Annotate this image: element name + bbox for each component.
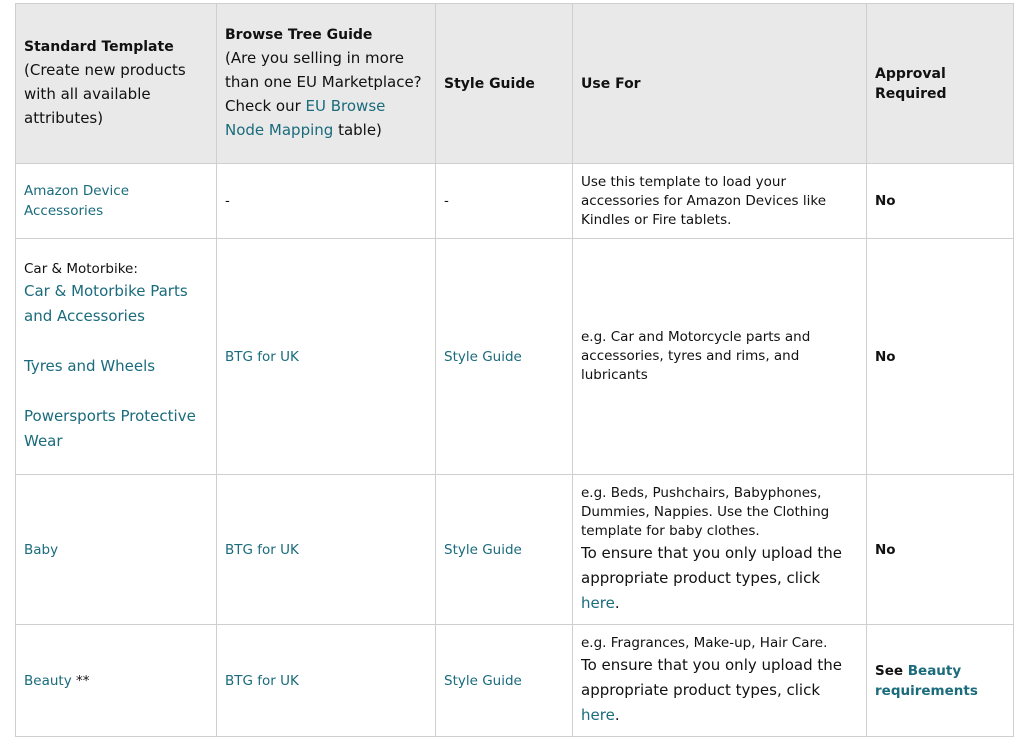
header-approval-required: Approval Required [867,4,1014,164]
approval-cell: See Beauty requirements [867,625,1014,737]
header-style-guide: Style Guide [436,4,573,164]
header-row [16,4,1014,164]
style-guide-link[interactable]: Style Guide [444,541,522,558]
template-link-beauty[interactable]: Beauty [24,672,72,689]
template-link-amazon-device-accessories[interactable]: Amazon Device Accessories [24,183,130,219]
header-standard-template: Standard Template (Create new products with all available attributes) [16,4,217,164]
use-for-cell: e.g. Beds, Pushchairs, Babyphones, Dummies, Nappies. Use the Clothing template for baby clothes. To ensure that you only upload the appropriate product types, click here. [573,475,867,625]
header-use-for: Use For [573,4,867,164]
table-row: Beauty ** BTG for UK Style Guide e.g. Fragrances, Make-up, Hair Care. To ensure that you only upload the appropriate product types, click here. See Beauty requirements [16,625,1014,737]
btg-uk-link[interactable]: BTG for UK [225,348,299,365]
table-row [16,164,1014,239]
template-link-baby[interactable]: Baby [24,541,59,558]
approval-cell: No [867,475,1014,625]
use-for-cell: Use this template to load your accessories for Amazon Devices like Kindles or Fire tablets. [573,164,867,239]
style-cell: - [436,164,573,239]
table-row [16,239,1014,475]
here-link[interactable]: here [581,705,615,724]
template-link-tyres-wheels[interactable]: Tyres and Wheels [24,357,156,375]
approval-cell: No [867,239,1014,475]
btg-uk-link[interactable]: BTG for UK [225,672,299,689]
approval-cell: No [867,164,1014,239]
templates-table [15,3,1014,737]
template-link-powersports[interactable]: Powersports Protective Wear [24,407,196,450]
btg-uk-link[interactable]: BTG for UK [225,541,299,558]
template-link-car-motorbike-parts[interactable]: Car & Motorbike Parts and Accessories [24,282,188,325]
btg-cell: - [217,164,436,239]
template-prefix-car-motorbike: Car & Motorbike: [24,261,138,277]
use-for-cell: e.g. Fragrances, Make-up, Hair Care. To ensure that you only upload the appropriate product types, click here. [573,625,867,737]
style-guide-link[interactable]: Style Guide [444,672,522,689]
use-for-cell: e.g. Car and Motorcycle parts and accessories, tyres and rims, and lubricants [573,239,867,475]
here-link[interactable]: here [581,593,615,612]
style-guide-link[interactable]: Style Guide [444,348,522,365]
beauty-requirements-link[interactable]: Beauty requirements [875,662,978,699]
eu-browse-node-mapping-link[interactable]: EU Browse Node Mapping [225,97,386,139]
table-row [16,475,1014,625]
header-browse-tree-guide: Browse Tree Guide (Are you selling in more than one EU Marketplace? Check our EU Browse Node Mapping table) [217,4,436,164]
